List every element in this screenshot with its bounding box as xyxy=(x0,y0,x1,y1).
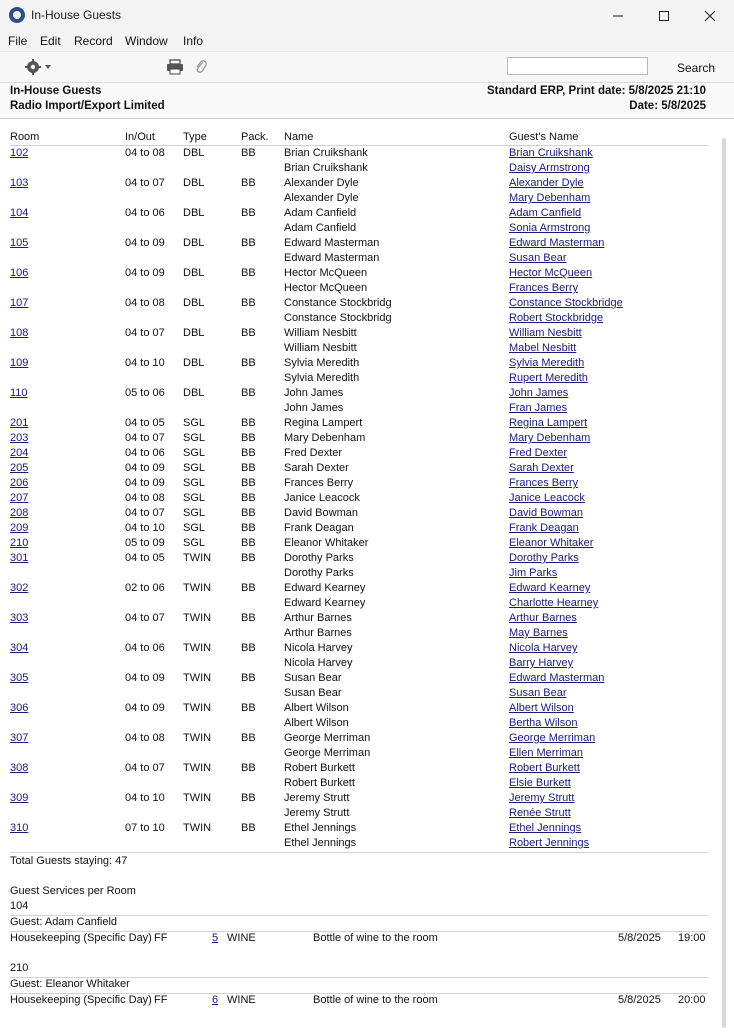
booking-name: Brian Cruikshank xyxy=(284,147,368,159)
in-out-dates: 04 to 05 xyxy=(125,552,165,564)
booking-name: Alexander Dyle xyxy=(284,192,359,204)
room-number-link[interactable]: 201 xyxy=(10,417,29,429)
package-code: BB xyxy=(241,822,256,834)
package-code: BB xyxy=(241,417,256,429)
guest-name-link[interactable]: Albert Wilson xyxy=(509,702,574,714)
guest-name-link[interactable]: Sylvia Meredith xyxy=(509,357,585,369)
booking-name: Sylvia Meredith xyxy=(284,357,360,369)
booking-name: William Nesbitt xyxy=(284,327,357,339)
col-type: Type xyxy=(183,131,207,143)
in-out-dates: 04 to 10 xyxy=(125,522,165,534)
in-out-dates: 04 to 06 xyxy=(125,207,165,219)
booking-name: Constance Stockbridg xyxy=(284,297,392,309)
booking-name: Nicola Harvey xyxy=(284,642,353,654)
package-code: BB xyxy=(241,642,256,654)
service-date: 5/8/2025 xyxy=(618,994,661,1006)
in-out-dates: 04 to 07 xyxy=(125,507,165,519)
room-number-link[interactable]: 309 xyxy=(10,792,29,804)
booking-name: Robert Burkett xyxy=(284,777,355,789)
toolbar xyxy=(0,51,734,83)
package-code: BB xyxy=(241,537,256,549)
room-type: SGL xyxy=(183,417,206,429)
in-out-dates: 04 to 08 xyxy=(125,297,165,309)
booking-name: Eleanor Whitaker xyxy=(284,537,369,549)
guest-name-link[interactable]: Susan Bear xyxy=(509,252,567,264)
package-code: BB xyxy=(241,552,256,564)
service-item: WINE xyxy=(227,994,256,1006)
guest-name-link[interactable]: Mabel Nesbitt xyxy=(509,342,577,354)
package-code: BB xyxy=(241,702,256,714)
guest-name-link[interactable]: Jeremy Strutt xyxy=(509,792,575,804)
in-out-dates: 04 to 05 xyxy=(125,417,165,429)
booking-name: Jeremy Strutt xyxy=(284,792,350,804)
col-inout: In/Out xyxy=(125,131,155,143)
room-type: DBL xyxy=(183,207,205,219)
guest-name-link[interactable]: George Merriman xyxy=(509,732,596,744)
guest-name-link[interactable]: Robert Stockbridge xyxy=(509,312,604,324)
package-code: BB xyxy=(241,612,256,624)
room-number-link[interactable]: 306 xyxy=(10,702,29,714)
in-out-dates: 04 to 08 xyxy=(125,732,165,744)
search-button[interactable]: Search xyxy=(677,61,716,75)
package-code: BB xyxy=(241,477,256,489)
guest-name-link[interactable]: Brian Cruikshank xyxy=(509,147,593,159)
booking-name: Ethel Jennings xyxy=(284,822,357,834)
in-out-dates: 05 to 06 xyxy=(125,387,165,399)
menu-window[interactable]: Window xyxy=(125,34,168,48)
room-type: DBL xyxy=(183,267,205,279)
room-type: SGL xyxy=(183,507,206,519)
room-type: TWIN xyxy=(183,792,212,804)
guest-name-link[interactable]: Sarah Dexter xyxy=(509,462,574,474)
col-name: Name xyxy=(284,131,314,143)
close-button[interactable] xyxy=(687,0,733,31)
menu-info[interactable]: Info xyxy=(183,34,204,48)
room-type: TWIN xyxy=(183,552,212,564)
minimize-button[interactable] xyxy=(595,0,641,31)
booking-name: Janice Leacock xyxy=(284,492,360,504)
booking-name: George Merriman xyxy=(284,732,371,744)
guest-name-link[interactable]: May Barnes xyxy=(509,627,568,639)
room-number-link[interactable]: 210 xyxy=(10,537,29,549)
package-code: BB xyxy=(241,732,256,744)
in-out-dates: 04 to 07 xyxy=(125,432,165,444)
divider xyxy=(10,852,708,853)
booking-name: Nicola Harvey xyxy=(284,657,353,669)
app-logo-icon xyxy=(9,7,25,23)
guest-name-link[interactable]: Constance Stockbridge xyxy=(509,297,623,309)
service-room-number: 104 xyxy=(10,900,29,912)
in-out-dates: 04 to 07 xyxy=(125,762,165,774)
room-number-link[interactable]: 106 xyxy=(10,267,29,279)
guest-name-link[interactable]: Eleanor Whitaker xyxy=(509,537,594,549)
room-type: SGL xyxy=(183,522,206,534)
room-type: DBL xyxy=(183,177,205,189)
services-heading: Guest Services per Room xyxy=(10,885,136,897)
booking-name: Frank Deagan xyxy=(284,522,354,534)
col-pack: Pack. xyxy=(241,131,269,143)
service-description: Bottle of wine to the room xyxy=(313,994,438,1006)
room-type: TWIN xyxy=(183,732,212,744)
service-description: Bottle of wine to the room xyxy=(313,932,438,944)
service-room-number: 210 xyxy=(10,962,29,974)
in-out-dates: 04 to 07 xyxy=(125,327,165,339)
package-code: BB xyxy=(241,762,256,774)
guest-name-link[interactable]: Robert Jennings xyxy=(509,837,590,849)
guest-name-link[interactable]: Ethel Jennings xyxy=(509,822,582,834)
package-code: BB xyxy=(241,237,256,249)
booking-name: Albert Wilson xyxy=(284,717,349,729)
paperclip-icon xyxy=(194,58,208,76)
booking-name: Ethel Jennings xyxy=(284,837,357,849)
close-icon xyxy=(704,10,716,22)
in-out-dates: 04 to 06 xyxy=(125,447,165,459)
booking-name: Edward Kearney xyxy=(284,597,366,609)
guest-name-link[interactable]: Edward Masterman xyxy=(509,237,605,249)
in-out-dates: 04 to 09 xyxy=(125,237,165,249)
maximize-icon xyxy=(658,10,670,22)
room-number-link[interactable]: 206 xyxy=(10,477,29,489)
room-number-link[interactable]: 307 xyxy=(10,732,29,744)
room-type: TWIN xyxy=(183,762,212,774)
room-number-link[interactable]: 303 xyxy=(10,612,29,624)
in-out-dates: 04 to 09 xyxy=(125,702,165,714)
report-header xyxy=(0,83,734,119)
in-out-dates: 04 to 10 xyxy=(125,792,165,804)
minimize-icon xyxy=(612,10,624,22)
menu-edit[interactable]: Edit xyxy=(40,34,61,48)
booking-name: Fred Dexter xyxy=(284,447,343,459)
package-code: BB xyxy=(241,432,256,444)
room-number-link[interactable]: 209 xyxy=(10,522,29,534)
service-type: Housekeeping (Specific Day) xyxy=(10,932,152,944)
report-date: Date: 5/8/2025 xyxy=(629,100,706,112)
booking-name: Arthur Barnes xyxy=(284,627,352,639)
room-number-link[interactable]: 205 xyxy=(10,462,29,474)
booking-name: Hector McQueen xyxy=(284,267,368,279)
booking-name: Dorothy Parks xyxy=(284,567,354,579)
service-code: FF xyxy=(154,932,168,944)
header-rule xyxy=(10,145,708,146)
guest-name-link[interactable]: Elsie Burkett xyxy=(509,777,571,789)
service-type: Housekeeping (Specific Day) xyxy=(10,994,152,1006)
guest-name-link[interactable]: Fred Dexter xyxy=(509,447,568,459)
room-type: TWIN xyxy=(183,582,212,594)
guest-name-link[interactable]: Alexander Dyle xyxy=(509,177,584,189)
guest-name-link[interactable]: John James xyxy=(509,387,569,399)
guest-name-link[interactable]: Susan Bear xyxy=(509,687,567,699)
room-type: DBL xyxy=(183,237,205,249)
room-type: TWIN xyxy=(183,672,212,684)
guest-name-link[interactable]: Mary Debenham xyxy=(509,432,591,444)
room-number-link[interactable]: 107 xyxy=(10,297,29,309)
room-number-link[interactable]: 308 xyxy=(10,762,29,774)
menu-record[interactable]: Record xyxy=(74,34,113,48)
booking-name: David Bowman xyxy=(284,507,358,519)
booking-name: Susan Bear xyxy=(284,687,342,699)
menu-file[interactable]: File xyxy=(8,34,28,48)
room-number-link[interactable]: 304 xyxy=(10,642,29,654)
package-code: BB xyxy=(241,492,256,504)
booking-name: Edward Masterman xyxy=(284,237,380,249)
package-code: BB xyxy=(241,357,256,369)
maximize-button[interactable] xyxy=(641,0,687,31)
room-type: SGL xyxy=(183,462,206,474)
print-button[interactable] xyxy=(166,59,184,75)
col-room: Room xyxy=(10,131,40,143)
service-guest: Guest: Eleanor Whitaker xyxy=(10,978,130,990)
package-code: BB xyxy=(241,792,256,804)
package-code: BB xyxy=(241,582,256,594)
booking-name: Brian Cruikshank xyxy=(284,162,368,174)
guest-name-link[interactable]: William Nesbitt xyxy=(509,327,582,339)
package-code: BB xyxy=(241,177,256,189)
report-body xyxy=(0,120,720,1033)
guest-name-link[interactable]: Daisy Armstrong xyxy=(509,162,590,174)
package-code: BB xyxy=(241,507,256,519)
booking-name: Frances Berry xyxy=(284,477,354,489)
booking-name: Albert Wilson xyxy=(284,702,349,714)
guest-name-link[interactable]: Frank Deagan xyxy=(509,522,579,534)
title-bar xyxy=(0,0,734,31)
booking-name: Edward Masterman xyxy=(284,252,380,264)
booking-name: John James xyxy=(284,387,344,399)
guest-name-link[interactable]: Dorothy Parks xyxy=(509,552,579,564)
guest-name-link[interactable]: Renée Strutt xyxy=(509,807,571,819)
room-type: TWIN xyxy=(183,822,212,834)
in-out-dates: 04 to 08 xyxy=(125,147,165,159)
package-code: BB xyxy=(241,672,256,684)
room-type: DBL xyxy=(183,327,205,339)
guest-name-link[interactable]: Barry Harvey xyxy=(509,657,574,669)
company-name: Radio Import/Export Limited xyxy=(10,100,165,112)
service-qty-link[interactable]: 5 xyxy=(212,932,219,944)
report-title: In-House Guests xyxy=(10,85,102,97)
package-code: BB xyxy=(241,327,256,339)
room-type: SGL xyxy=(183,447,206,459)
guest-name-link[interactable]: Regina Lampert xyxy=(509,417,588,429)
attach-button[interactable] xyxy=(194,58,208,76)
room-number-link[interactable]: 108 xyxy=(10,327,29,339)
room-number-link[interactable]: 109 xyxy=(10,357,29,369)
guest-name-link[interactable]: Adam Canfield xyxy=(509,207,582,219)
package-code: BB xyxy=(241,297,256,309)
booking-name: Edward Kearney xyxy=(284,582,366,594)
guest-name-link[interactable]: Robert Burkett xyxy=(509,762,580,774)
room-number-link[interactable]: 301 xyxy=(10,552,29,564)
booking-name: Hector McQueen xyxy=(284,282,368,294)
room-number-link[interactable]: 208 xyxy=(10,507,29,519)
guest-name-link[interactable]: Charlotte Hearney xyxy=(509,597,599,609)
in-out-dates: 04 to 09 xyxy=(125,462,165,474)
guest-name-link[interactable]: Jim Parks xyxy=(509,567,558,579)
booking-name: William Nesbitt xyxy=(284,342,357,354)
service-guest: Guest: Adam Canfield xyxy=(10,916,118,928)
room-number-link[interactable]: 103 xyxy=(10,177,29,189)
booking-name: Adam Canfield xyxy=(284,207,357,219)
package-code: BB xyxy=(241,447,256,459)
room-number-link[interactable]: 207 xyxy=(10,492,29,504)
room-number-link[interactable]: 104 xyxy=(10,207,29,219)
in-out-dates: 04 to 09 xyxy=(125,477,165,489)
service-time: 20:00 xyxy=(678,994,706,1006)
in-out-dates: 04 to 09 xyxy=(125,672,165,684)
guest-name-link[interactable]: Bertha Wilson xyxy=(509,717,578,729)
package-code: BB xyxy=(241,462,256,474)
service-date: 5/8/2025 xyxy=(618,932,661,944)
guest-name-link[interactable]: Arthur Barnes xyxy=(509,612,577,624)
in-out-dates: 04 to 10 xyxy=(125,357,165,369)
in-out-dates: 04 to 08 xyxy=(125,492,165,504)
package-code: BB xyxy=(241,387,256,399)
room-number-link[interactable]: 105 xyxy=(10,237,29,249)
package-code: BB xyxy=(241,522,256,534)
printer-icon xyxy=(166,59,184,75)
vertical-scrollbar[interactable] xyxy=(722,138,726,1028)
in-out-dates: 05 to 09 xyxy=(125,537,165,549)
service-time: 19:00 xyxy=(678,932,706,944)
package-code: BB xyxy=(241,207,256,219)
guest-name-link[interactable]: Fran James xyxy=(509,402,568,414)
service-code: FF xyxy=(154,994,168,1006)
service-qty-link[interactable]: 6 xyxy=(212,994,219,1006)
booking-name: Adam Canfield xyxy=(284,222,357,234)
in-out-dates: 04 to 06 xyxy=(125,642,165,654)
room-number-link[interactable]: 310 xyxy=(10,822,29,834)
guest-name-link[interactable]: Ellen Merriman xyxy=(509,747,583,759)
guest-name-link[interactable]: Edward Kearney xyxy=(509,582,591,594)
gear-icon xyxy=(24,58,56,76)
room-type: DBL xyxy=(183,357,205,369)
room-type: DBL xyxy=(183,297,205,309)
room-number-link[interactable]: 204 xyxy=(10,447,29,459)
room-type: DBL xyxy=(183,147,205,159)
booking-name: Jeremy Strutt xyxy=(284,807,350,819)
room-type: SGL xyxy=(183,537,206,549)
booking-name: Arthur Barnes xyxy=(284,612,352,624)
booking-name: Alexander Dyle xyxy=(284,177,359,189)
booking-name: Robert Burkett xyxy=(284,762,355,774)
guest-name-link[interactable]: Janice Leacock xyxy=(509,492,585,504)
service-item: WINE xyxy=(227,932,256,944)
room-number-link[interactable]: 110 xyxy=(10,387,28,399)
room-number-link[interactable]: 102 xyxy=(10,147,29,159)
booking-name: John James xyxy=(284,402,344,414)
guest-name-link[interactable]: Hector McQueen xyxy=(509,267,593,279)
guest-name-link[interactable]: Rupert Meredith xyxy=(509,372,588,384)
room-type: TWIN xyxy=(183,642,212,654)
booking-name: Regina Lampert xyxy=(284,417,363,429)
in-out-dates: 04 to 09 xyxy=(125,267,165,279)
total-guests: Total Guests staying: 47 xyxy=(10,855,128,867)
guest-name-link[interactable]: Mary Debenham xyxy=(509,192,591,204)
menu-bar xyxy=(0,31,734,51)
guest-name-link[interactable]: Sonia Armstrong xyxy=(509,222,591,234)
print-date: Standard ERP, Print date: 5/8/2025 21:10 xyxy=(486,85,706,97)
in-out-dates: 07 to 10 xyxy=(125,822,165,834)
guest-name-link[interactable]: Nicola Harvey xyxy=(509,642,578,654)
package-code: BB xyxy=(241,147,256,159)
guest-name-link[interactable]: Edward Masterman xyxy=(509,672,605,684)
room-type: SGL xyxy=(183,492,206,504)
booking-name: George Merriman xyxy=(284,747,371,759)
room-number-link[interactable]: 203 xyxy=(10,432,29,444)
room-type: SGL xyxy=(183,477,206,489)
guest-name-link[interactable]: Frances Berry xyxy=(509,477,579,489)
in-out-dates: 04 to 07 xyxy=(125,177,165,189)
in-out-dates: 02 to 06 xyxy=(125,582,165,594)
room-type: DBL xyxy=(183,387,205,399)
booking-name: Constance Stockbridg xyxy=(284,312,392,324)
room-number-link[interactable]: 305 xyxy=(10,672,29,684)
booking-name: Sylvia Meredith xyxy=(284,372,360,384)
in-out-dates: 04 to 07 xyxy=(125,612,165,624)
booking-name: Susan Bear xyxy=(284,672,342,684)
room-number-link[interactable]: 302 xyxy=(10,582,29,594)
room-type: TWIN xyxy=(183,702,212,714)
col-guest-name: Guest's Name xyxy=(509,131,579,143)
operations-menu-button[interactable] xyxy=(24,58,56,76)
room-type: TWIN xyxy=(183,612,212,624)
guest-name-link[interactable]: Frances Berry xyxy=(509,282,579,294)
window-title: In-House Guests xyxy=(31,8,122,22)
booking-name: Sarah Dexter xyxy=(284,462,349,474)
package-code: BB xyxy=(241,267,256,279)
search-input[interactable] xyxy=(507,57,648,75)
room-type: SGL xyxy=(183,432,206,444)
guest-name-link[interactable]: David Bowman xyxy=(509,507,583,519)
booking-name: Dorothy Parks xyxy=(284,552,354,564)
booking-name: Mary Debenham xyxy=(284,432,366,444)
